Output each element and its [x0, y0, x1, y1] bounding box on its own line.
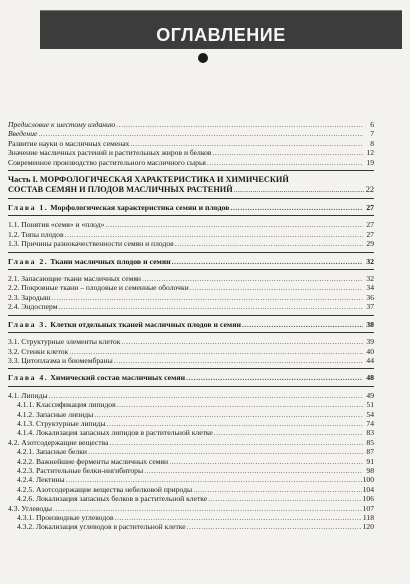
toc-page-number: 54	[366, 409, 374, 419]
chapter-heading	[8, 257, 374, 266]
toc-entry-text: Введение	[8, 129, 38, 139]
divider	[8, 252, 374, 253]
chapter-heading	[8, 203, 374, 212]
leader-dots	[121, 337, 363, 346]
toc-row	[8, 513, 374, 522]
leader-dots	[53, 504, 362, 513]
toc-entry-text: 1.2. Типы плодов	[8, 229, 64, 239]
toc-page-number: 83	[366, 428, 374, 438]
toc-page-number: 48	[366, 373, 374, 383]
toc-page-number: 27	[366, 203, 374, 213]
toc-entry-text: 4.2. Азотсодержащие вещества	[8, 437, 109, 447]
leader-dots	[105, 220, 363, 229]
toc-page-number: 74	[366, 418, 374, 428]
toc-entry-text: 4.2.3. Растительные белки-ингибиторы	[17, 465, 144, 475]
toc-page-number: 85	[366, 437, 374, 447]
divider	[8, 386, 374, 387]
leader-dots	[130, 139, 363, 148]
toc-page-number: 27	[366, 220, 374, 230]
leader-dots	[213, 148, 363, 157]
leader-dots	[49, 391, 363, 400]
leader-dots	[66, 475, 362, 484]
toc-entry-text: 4.1.4. Локализация запасных липидов в растительной клетке	[17, 428, 213, 438]
leader-dots	[114, 356, 363, 365]
leader-dots	[117, 400, 363, 409]
leader-dots	[172, 257, 363, 266]
toc-entry-text: 4.2.2. Важнейшие ферменты масличных семян	[17, 456, 169, 466]
toc-page-number: 87	[366, 447, 374, 457]
leader-dots	[115, 513, 362, 522]
toc-row	[8, 356, 374, 365]
leader-dots	[175, 239, 363, 248]
toc-row	[8, 447, 374, 456]
toc-page-number: 40	[366, 346, 374, 356]
leader-dots	[190, 283, 363, 292]
toc-row	[8, 293, 374, 302]
toc-page-number: 106	[362, 494, 374, 504]
toc-page-number: 36	[366, 292, 374, 302]
toc-page-number: 49	[366, 390, 374, 400]
toc-row	[8, 148, 374, 157]
toc-page-number: 12	[366, 148, 374, 158]
toc-page-number: 39	[366, 337, 374, 347]
leader-dots	[214, 428, 363, 437]
chapter-label: Глава 3.	[8, 319, 49, 329]
part-label: Часть I.	[8, 175, 38, 185]
toc-row	[8, 391, 374, 400]
toc-entry-text: 4.1. Липиды	[8, 390, 48, 400]
divider	[8, 215, 374, 216]
toc-page-number: 120	[362, 522, 374, 532]
chapter-title: Клетки отдельных тканей масличных плодов и семян	[50, 319, 241, 329]
leader-dots	[234, 185, 365, 195]
chapter-heading	[8, 320, 374, 329]
toc-page-number: 32	[366, 256, 374, 266]
toc-page-number: 34	[366, 283, 374, 293]
chapter-title: Химический состав масличных семян	[50, 373, 186, 383]
leader-dots	[230, 203, 363, 212]
toc-row	[8, 239, 374, 248]
leader-dots	[94, 410, 363, 419]
leader-dots	[193, 485, 362, 494]
leader-dots	[242, 320, 363, 329]
toc-entry-text: 4.2.4. Лектины	[17, 475, 65, 485]
intro-list	[8, 120, 374, 167]
leader-dots	[109, 438, 363, 447]
divider	[8, 315, 374, 316]
toc-row	[8, 120, 374, 129]
toc-entry-text: 4.3. Углеводы	[8, 503, 52, 513]
toc-row	[8, 302, 374, 311]
toc-page-number: 100	[362, 475, 374, 485]
leader-dots	[65, 230, 363, 239]
toc-entry-text: Значение масличных растений и растительных жиров и белков	[8, 148, 212, 158]
toc-page-number: 107	[362, 503, 374, 513]
toc-entry-text: 4.1.1. Классификация липидов	[17, 400, 116, 410]
toc-entry-text: Развитие науки о масличных семенах	[8, 138, 130, 148]
toc-row	[8, 494, 374, 503]
leader-dots	[38, 129, 363, 138]
chapter-label: Глава 1.	[8, 203, 49, 213]
toc-row	[8, 274, 374, 283]
page-title: ОГЛАВЛЕНИЕ	[156, 25, 286, 45]
divider	[8, 170, 374, 171]
leader-dots	[116, 120, 363, 129]
toc-row	[8, 220, 374, 229]
leader-dots	[169, 457, 363, 466]
toc-page-number: 44	[366, 355, 374, 365]
divider	[8, 368, 374, 369]
toc-entry-text: 3.2. Стенки клеток	[8, 346, 69, 356]
chapter-heading	[8, 373, 374, 382]
toc-entry-text: 3.3. Цитоплазма и биомембраны	[8, 355, 113, 365]
chapter-title: Морфологическая характеристика семян и плодов	[50, 203, 230, 213]
toc-page-number: 37	[366, 302, 374, 312]
toc-entry-text: 2.4. Эндосперм	[8, 302, 58, 312]
toc-row	[8, 230, 374, 239]
toc-entry-text: 1.3. Причины разнокачественности семян и плодов	[8, 239, 174, 249]
toc-row	[8, 457, 374, 466]
toc-row	[8, 428, 374, 437]
leader-dots	[144, 466, 363, 475]
toc-page-number: 29	[366, 239, 374, 249]
toc-page-number: 32	[366, 274, 374, 284]
toc-page-number: 98	[366, 465, 374, 475]
toc-row	[8, 347, 374, 356]
leader-dots	[59, 302, 363, 311]
toc-row	[8, 419, 374, 428]
leader-dots	[207, 158, 363, 167]
chapter-label: Глава 2.	[8, 256, 49, 266]
toc-page-number: 104	[362, 484, 374, 494]
toc-entry-text: 2.1. Запасающие ткани масличных семян	[8, 274, 141, 284]
toc-entry-text: Предисловие к шестому изданию	[8, 120, 116, 129]
leader-dots	[187, 522, 362, 531]
toc-entry-text: 3.1. Структурные элементы клеток	[8, 337, 121, 347]
table-of-contents	[8, 120, 374, 532]
chapter-label: Глава 4.	[8, 373, 49, 383]
leader-dots	[88, 447, 363, 456]
divider	[8, 332, 374, 333]
toc-row	[8, 400, 374, 409]
toc-row	[8, 139, 374, 148]
divider	[8, 198, 374, 199]
toc-entry-text: 4.1.3. Структурные липиды	[17, 418, 106, 428]
toc-entry-text: 4.2.5. Азотсодержащие вещества небелковой природы	[17, 484, 193, 494]
toc-row	[8, 283, 374, 292]
toc-page-number: 27	[366, 229, 374, 239]
leader-dots	[186, 373, 363, 382]
toc-entry-text: 1.1. Понятия «семя» и «плод»	[8, 220, 105, 230]
toc-page-number: 22	[365, 185, 374, 195]
toc-row	[8, 129, 374, 138]
part-title-line1: МОРФОЛОГИЧЕСКАЯ ХАРАКТЕРИСТИКА И ХИМИЧЕСКИЙ	[39, 175, 289, 185]
bullet-ornament	[198, 53, 208, 63]
toc-entry-text: 4.3.1. Производные углеводов	[17, 513, 114, 522]
toc-page-number: 51	[366, 400, 374, 410]
toc-row	[8, 466, 374, 475]
chapter-title: Ткани масличных плодов и семян	[50, 256, 171, 266]
toc-entry-text: 4.3.2. Локализация углеводов в растительной клетке	[17, 522, 186, 532]
toc-entry-text: 2.3. Зародыш	[8, 292, 51, 302]
toc-entry-text: 4.2.1. Запасные белки	[17, 447, 87, 457]
toc-row	[8, 158, 374, 167]
toc-row	[8, 410, 374, 419]
leader-dots	[52, 293, 363, 302]
toc-row	[8, 504, 374, 513]
toc-row	[8, 475, 374, 484]
toc-page-number: 91	[366, 456, 374, 466]
toc-row	[8, 522, 374, 531]
toc-page-number: 38	[366, 319, 374, 329]
toc-row	[8, 438, 374, 447]
leader-dots	[107, 419, 363, 428]
toc-page-number: 7	[370, 129, 374, 139]
toc-entry-text: 4.1.2. Запасные липиды	[17, 409, 94, 419]
toc-row	[8, 337, 374, 346]
toc-page-number: 6	[370, 120, 374, 129]
toc-page-number: 8	[370, 138, 374, 148]
toc-entry-text: 4.2.6. Локализация запасных белков в растительной клетке	[17, 494, 208, 504]
toc-page-number: 19	[366, 157, 374, 167]
toc-page-number: 118	[362, 513, 374, 522]
part-title-line2: СОСТАВ СЕМЯН И ПЛОДОВ МАСЛИЧНЫХ РАСТЕНИЙ	[8, 185, 233, 195]
leader-dots	[142, 274, 363, 283]
divider	[8, 269, 374, 270]
part-heading	[8, 175, 374, 195]
toc-entry-text: Современное производство растительного масличного сырья	[8, 157, 206, 167]
toc-row	[8, 485, 374, 494]
toc-entry-text: 2.2. Покровные ткани – плодовые и семенные оболочки	[8, 283, 189, 293]
leader-dots	[69, 347, 363, 356]
leader-dots	[208, 494, 361, 503]
header-band	[40, 11, 402, 49]
